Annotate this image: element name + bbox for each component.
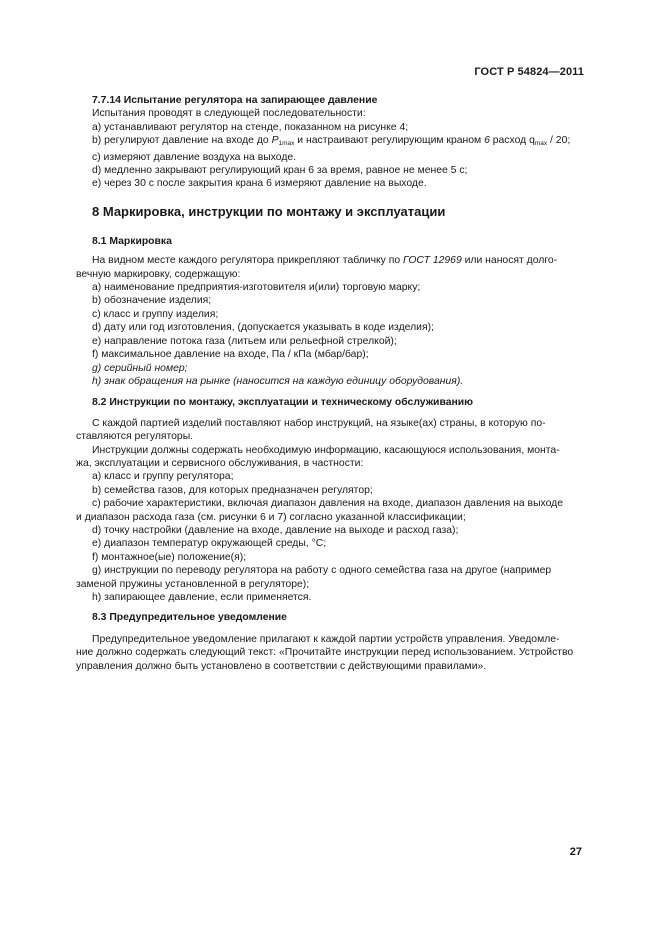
s81-item-g: g) серийный номер;	[92, 362, 188, 374]
s7714-item-b	[92, 134, 582, 150]
s7714-item-a: а) устанавливают регулятор на стенде, показанном на рисунке 4;	[92, 121, 409, 133]
s83-p1-line-3: управления должно быть установлено в соответствии с действующими правилами».	[76, 660, 487, 672]
s7714-item-c: с) измеряют давление воздуха на выходе.	[92, 151, 297, 163]
s81-item-b: b) обозначение изделия;	[92, 295, 212, 307]
s82-item-a: а) класс и группу регулятора;	[92, 471, 234, 483]
s7714-b-mid2: расход q	[489, 135, 535, 147]
s82-item-d: d) точку настройки (давление на входе, давление на выходе и расход газа);	[92, 524, 459, 536]
s81-para-line-1	[92, 254, 582, 267]
s82-p2-line-2: жа, эксплуатации и сервисного обслуживания, в частности:	[76, 457, 364, 469]
s81-item-f: f) максимальное давление на входе, Па / кПа (мбар/бар);	[92, 349, 369, 361]
s81-para-line-2: вечную маркировку, содержащую:	[76, 268, 241, 280]
s82-p1-line-1: С каждой партией изделий поставляют набор инструкций, на языке(ах) страны, в которую по-	[92, 417, 546, 429]
s7714-b-p: P	[271, 135, 279, 147]
s82-p1-line-2: ставляются регуляторы.	[76, 431, 194, 443]
s82-item-c-line-1: с) рабочие характеристики, включая диапазон давления на входе, диапазон давления на выходе	[92, 498, 564, 510]
page-content	[76, 94, 582, 673]
s7714-b-mid: и настраивают регулирующим краном	[294, 135, 485, 147]
section-8-3-title: 8.3 Предупредительное уведомление	[92, 612, 287, 624]
page-number: 27	[569, 846, 582, 858]
s7714-b-sub2: max	[534, 140, 548, 148]
s82-item-b: b) семейства газов, для которых предназначен регулятор;	[92, 484, 373, 496]
s81-p1-b: или наносят долго-	[461, 255, 558, 267]
section-8-2-title: 8.2 Инструкции по монтажу, эксплуатации и техническому обслуживанию	[92, 397, 474, 409]
section-8-title: 8 Маркировка, инструкции по монтажу и эксплуатации	[92, 203, 446, 219]
s82-item-g-line-2: заменой пружины установленной в регуляторе);	[76, 578, 310, 590]
s7714-b-six: 6	[484, 135, 490, 147]
s83-p1-line-1: Предупредительное уведомление прилагают к каждой партии устройств управления. Уведомле-	[92, 633, 560, 645]
s82-item-e: е) диапазон температур окружающей среды, °С;	[92, 538, 327, 550]
s81-item-d: d) дату или год изготовления, (допускается указывать в коде изделия);	[92, 322, 434, 334]
s7714-item-d: d) медленно закрывают регулирующий кран 6 за время, равное не менее 5 с;	[92, 165, 468, 177]
s81-p1-gost: ГОСТ 12969	[403, 255, 462, 267]
s7714-b-sub: 1max	[278, 140, 295, 148]
s82-item-h: h) запирающее давление, если применяется.	[92, 592, 312, 603]
s82-item-g-line-1: g) инструкции по переводу регулятора на работу с одного семейства газа на другое (например	[92, 565, 552, 577]
s81-item-a: а) наименование предприятия-изготовителя и(или) торговую марку;	[92, 282, 421, 294]
section-8-1-title: 8.1 Маркировка	[92, 235, 172, 247]
s82-p2-line-1: Инструкции должны содержать необходимую информацию, касающуюся использования, монта-	[92, 444, 560, 456]
standard-header: ГОСТ Р 54824—2011	[474, 66, 584, 78]
s82-item-f: f) монтажное(ые) положение(я);	[92, 551, 247, 563]
s7714-intro: Испытания проводят в следующей последовательности:	[92, 108, 366, 120]
s81-item-h: h) знак обращения на рынке (наносится на каждую единицу оборудования).	[92, 375, 464, 387]
s82-item-c-line-2: и диапазон расхода газа (см. рисунки 6 и 7) согласно указанной классификации;	[76, 511, 466, 523]
section-7-7-14-title: 7.7.14 Испытание регулятора на запирающее давление	[92, 95, 378, 106]
s81-p1-a: На видном месте каждого регулятора прикрепляют табличку по	[92, 255, 404, 267]
s83-p1-line-2: ние должно содержать следующий текст: «Прочитайте инструкции перед использованием. Устройство	[76, 647, 574, 659]
s7714-item-e: е) через 30 с после закрытия крана 6 измеряют давление на выходе.	[92, 178, 427, 190]
s7714-b-start: b) регулируют давление на входе до	[92, 135, 272, 147]
s81-item-e: е) направление потока газа (литьем или рельефной стрелкой);	[92, 335, 397, 347]
s81-item-c: с) класс и группу изделия;	[92, 308, 219, 320]
s7714-b-end: / 20;	[547, 135, 571, 147]
